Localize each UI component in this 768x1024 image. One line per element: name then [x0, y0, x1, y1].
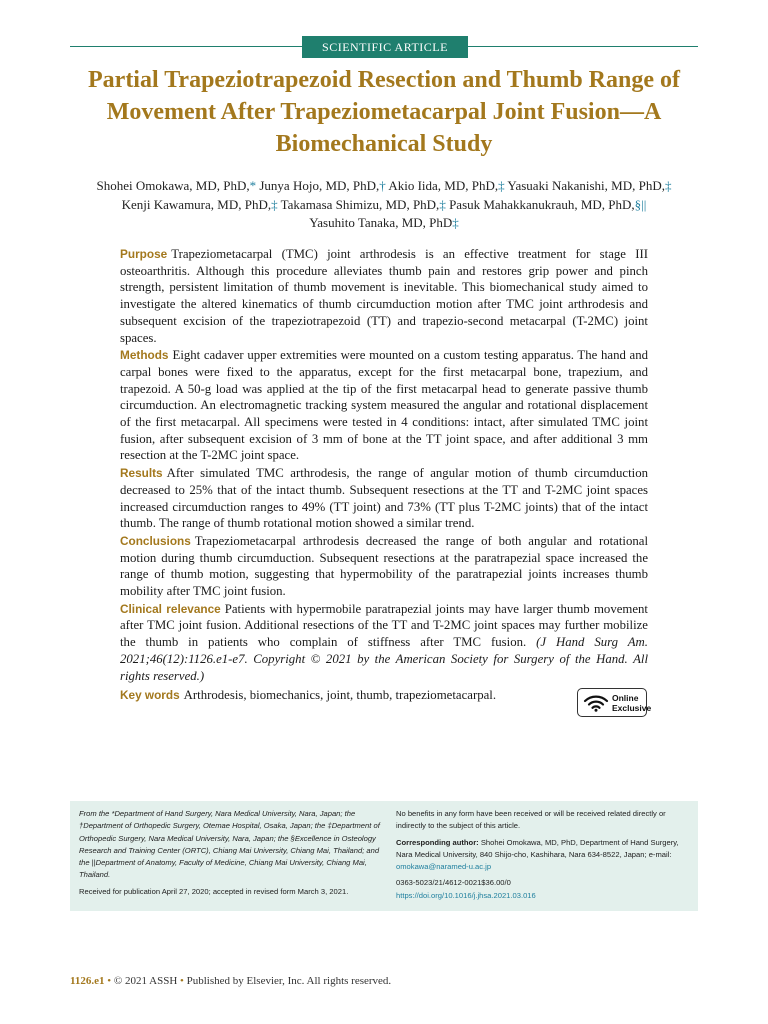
badge-line-1: Online [612, 693, 639, 703]
copyright: © 2021 ASSH [113, 975, 178, 987]
section-text: After simulated TMC arthrodesis, the range of angular motion of thumb circumduction decreased to 25% that of the intact thumb. Subsequent resections at the TT and T-2MC joint spaces increased circumduction ranges to 49% (TT joint) and 73% (TT plus T-2MC joints) that of the intact thumb. The range of thumb rotational motion showed a similar trend. [120, 466, 648, 531]
author-affiliation-symbol[interactable]: ‡ [498, 178, 505, 193]
separator: • [107, 975, 112, 987]
author-affiliation-symbol[interactable]: * [249, 178, 257, 193]
badge-line-2: Exclusive [612, 703, 652, 713]
badge-text [612, 693, 651, 713]
abstract [120, 246, 648, 705]
section-text: Patients with hypermobile paratrapezial joints may have larger thumb movement after TMC joint fusion. Additional resections of the TT and T-2MC joint spaces may further mobilize the thumb in patients who complain of stiffness after TMC fusion. [120, 601, 648, 650]
first-page-footnote-box [70, 801, 698, 911]
author: Pasuk Mahakkanukrauh, MD, PhD, [449, 196, 635, 212]
abstract-methods [120, 347, 648, 464]
section-label: Results [120, 466, 163, 481]
author: Shohei Omokawa, MD, PhD, [96, 178, 250, 193]
section-label: Key words [120, 688, 180, 703]
author-list [60, 177, 708, 233]
issn: 0363-5023/21/4612-0021$36.00/0 [396, 878, 511, 888]
section-text: Eight cadaver upper extremities were mounted on a custom testing apparatus. The hand and carpal bones were fixed to the apparatus, except for the first metacarpal bone, trapezium, and trapezoid. A 50-g load was applied at the tip of the first metacarpal head to generate passive thumb circumduction. An electromagnetic tracking system measured the angular and rotational displacement of the first metacarpal. All specimens were tested in 4 conditions: intact, after simulated TMC joint fusion, after subsequent excision of 3 mm of bone at the TT joint space, and after additional 3 mm resection at the T-2MC joint space. [120, 348, 648, 463]
page-footer [70, 975, 391, 987]
author-affiliation-symbol[interactable]: §|| [634, 196, 647, 212]
section-label: Clinical relevance [120, 601, 221, 616]
author: Kenji Kawamura, MD, PhD, [121, 196, 272, 212]
received-dates: Received for publication April 27, 2020; accepted in revised form March 3, 2021. [79, 886, 349, 896]
section-label: Purpose [120, 247, 168, 261]
author: Akio Iida, MD, PhD, [388, 178, 499, 193]
author-affiliation-symbol[interactable]: † [379, 178, 386, 193]
footnote-left-column [79, 808, 381, 902]
affiliations: From the *Department of Hand Surgery, Nara Medical University, Nara, Japan; the †Department of Orthopedic Surgery, Otemae Hospital, Osaka, Japan; the ‡Department of Orthopedic Surgery, Nara Medical University, Nara, Japan; the §Excellence in Osteology Research and Training Center (ORTC), Chiang Mai University, Chiang Mai, Thailand; and the ||Department of Anatomy, Faculty of Medicine, Chiang Mai University, Chiang Mai, Thailand. [79, 809, 380, 880]
abstract-purpose [120, 246, 648, 346]
keywords-text: Arthrodesis, biomechanics, joint, thumb, trapeziometacarpal. [183, 688, 497, 703]
doi-link[interactable]: https://doi.org/10.1016/j.jhsa.2021.03.016 [396, 890, 536, 900]
section-text: Trapeziometacarpal (TMC) joint arthrodesis is an effective treatment for stage III osteoarthritis. Although this procedure alleviates thumb pain and restores grip power and pinch strength, persistent limitation of thumb movement is inevitable. This biomechanical study aimed to investigate the altered kinematics of thumb circumduction motion after TMC joint arthrodesis and subsequent excision of the trapeziotrapezoid (TT) and trapezio-second metacarpal (T-2MC) joint spaces. [120, 247, 648, 345]
section-label: Methods [120, 348, 169, 363]
wifi-icon [583, 694, 609, 712]
page-number: 1126.e1 [70, 975, 105, 987]
citation: (J Hand Surg Am. 2021;46(12):1126.e1-e7. Copyright © 2021 by the American Society for Surgery of the Hand. All rights reserved.) [120, 635, 648, 683]
corresponding-author [396, 837, 692, 874]
abstract-results [120, 465, 648, 532]
separator: • [180, 975, 184, 987]
identifiers [396, 877, 692, 902]
author-affiliation-symbol[interactable]: ‡ [664, 178, 672, 193]
publisher: Published by Elsevier, Inc. All rights reserved. [186, 975, 392, 987]
benefits-statement: No benefits in any form have been received or will be received related directly or indirectly to the subject of this article. [396, 809, 666, 831]
author-affiliation-symbol[interactable]: ‡ [439, 196, 446, 212]
email-link[interactable]: omokawa@naramed-u.ac.jp [396, 862, 492, 872]
online-exclusive-badge [577, 688, 652, 717]
author: Takamasa Shimizu, MD, PhD, [280, 196, 440, 212]
author-affiliation-symbol[interactable]: ‡ [271, 196, 278, 212]
author: Yasuaki Nakanishi, MD, PhD, [507, 178, 665, 193]
author-affiliation-symbol[interactable]: ‡ [452, 215, 459, 230]
section-label: Conclusions [120, 533, 191, 548]
corresponding-text: Shohei Omokawa, MD, PhD, Department of Hand Surgery, Nara Medical University, 840 Shijo-cho, Kashihara, Nara 634-8522, Japan; e-mail: [396, 837, 679, 859]
abstract-conclusions [120, 533, 648, 600]
author: Yasuhito Tanaka, MD, PhD [309, 215, 453, 230]
abstract-clinical-relevance [120, 601, 648, 685]
article-type-banner: SCIENTIFIC ARTICLE [302, 36, 468, 58]
section-text: Trapeziometacarpal arthrodesis decreased the range of both angular and rotational motion during thumb circumduction. Subsequent resections at the paratrapezial space increased the range of thumb motion, suggesting that hypermobility of the paratrapezial joints increases thumb mobility after TMC joint fusion. [120, 533, 648, 599]
footnote-right-column [396, 808, 692, 902]
abstract-keywords [120, 687, 648, 704]
article-title: Partial Trapeziotrapezoid Resection and Thumb Range of Movement After Trapeziometacarpal Joint Fusion—A Biomechanical Study [88, 67, 680, 157]
corresponding-label: Corresponding author: [396, 837, 479, 847]
author: Junya Hojo, MD, PhD, [259, 178, 380, 193]
